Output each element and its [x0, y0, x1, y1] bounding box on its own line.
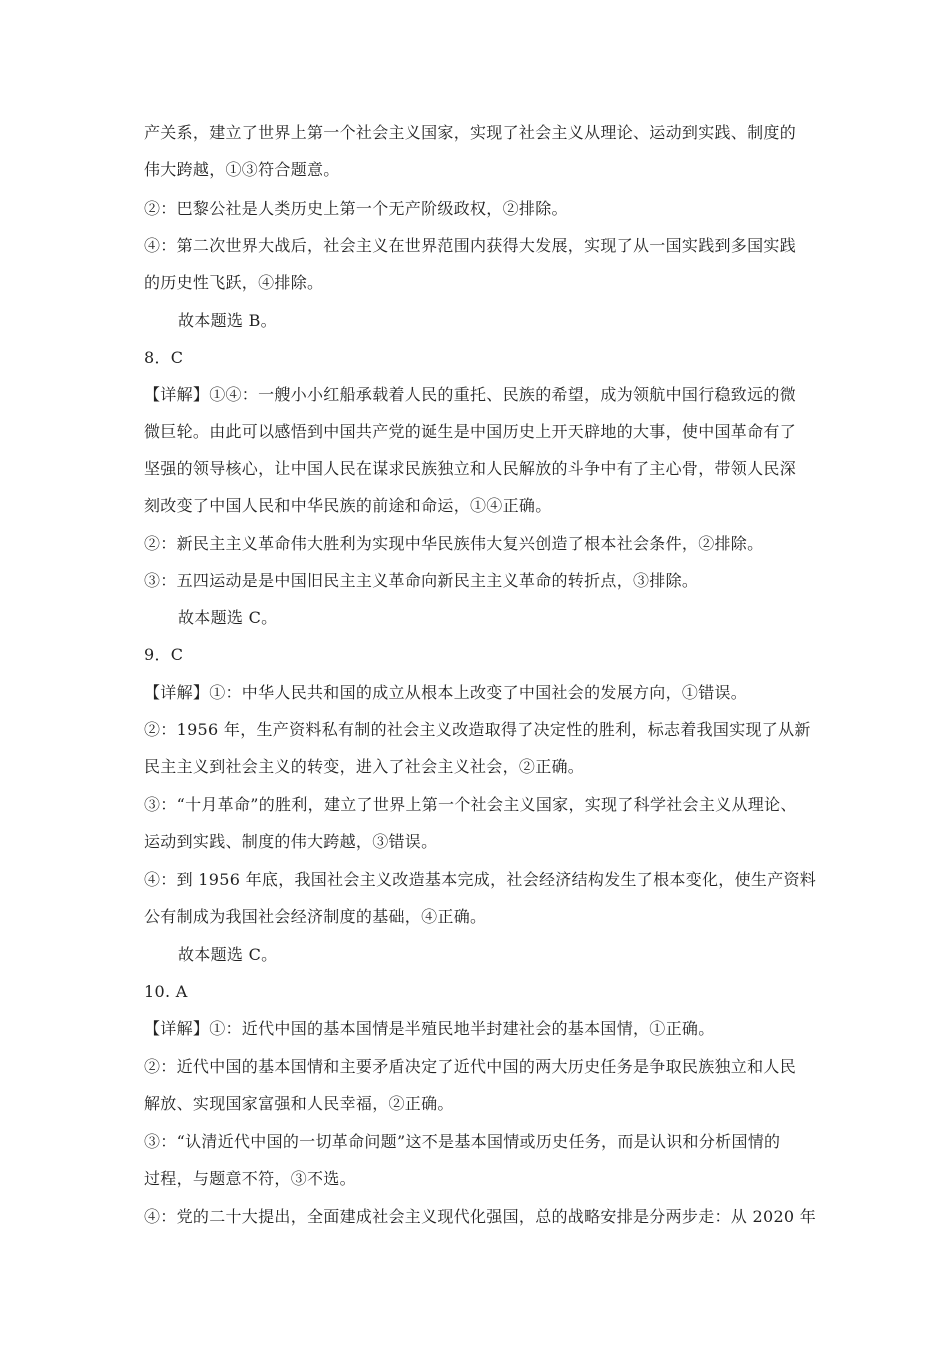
text-line: ②：近代中国的基本国情和主要矛盾决定了近代中国的两大历史任务是争取民族独立和人民: [144, 1057, 797, 1076]
text-line: ②：巴黎公社是人类历史上第一个无产阶级政权，②排除。: [144, 199, 568, 218]
text-line: ②：新民主主义革命伟大胜利为实现中华民族伟大复兴创造了根本社会条件，②排除。: [144, 534, 764, 553]
question-heading: 10. A: [144, 982, 188, 1001]
text-line: 公有制成为我国社会经济制度的基础，④正确。: [144, 907, 487, 926]
text-line: 【详解】①：中华人民共和国的成立从根本上改变了中国社会的发展方向，①错误。: [144, 683, 748, 702]
text-line: 解放、实现国家富强和人民幸福，②正确。: [144, 1094, 454, 1113]
question-heading: 8．C: [144, 348, 184, 367]
text-line: ③：“十月革命”的胜利，建立了世界上第一个社会主义国家，实现了科学社会主义从理论、: [144, 795, 797, 814]
text-line: ④：党的二十大提出，全面建成社会主义现代化强国，总的战略安排是分两步走：从 2020 年: [144, 1207, 817, 1226]
text-line: 刻改变了中国人民和中华民族的前途和命运，①④正确。: [144, 496, 552, 515]
text-line: 坚强的领导核心，让中国人民在谋求民族独立和人民解放的斗争中有了主心骨，带领人民深: [144, 459, 797, 478]
text-line: 【详解】①④：一艘小小红船承载着人民的重托、民族的希望，成为领航中国行稳致远的微: [144, 385, 797, 404]
text-line: 民主主义到社会主义的转变，进入了社会主义社会，②正确。: [144, 757, 585, 776]
text-line: ④：到 1956 年底，我国社会主义改造基本完成，社会经济结构发生了根本变化，使生产资料: [144, 870, 817, 889]
text-line: 伟大跨越，①③符合题意。: [144, 160, 340, 179]
text-line: 的历史性飞跃，④排除。: [144, 273, 324, 292]
question-heading: 9．C: [144, 645, 184, 664]
text-line: ④：第二次世界大战后，社会主义在世界范围内获得大发展，实现了从一国实践到多国实践: [144, 236, 797, 255]
text-line: 过程，与题意不符，③不选。: [144, 1169, 356, 1188]
text-line: 产关系，建立了世界上第一个社会主义国家，实现了社会主义从理论、运动到实践、制度的: [144, 123, 797, 142]
conclusion-line: 故本题选 C。: [178, 608, 278, 627]
conclusion-line: 故本题选 B。: [178, 311, 277, 330]
conclusion-line: 故本题选 C。: [178, 945, 278, 964]
text-line: ③：“认清近代中国的一切革命问题”这不是基本国情或历史任务，而是认识和分析国情的: [144, 1132, 781, 1151]
text-line: ②：1956 年，生产资料私有制的社会主义改造取得了决定性的胜利，标志着我国实现了从新: [144, 720, 811, 739]
text-line: 运动到实践、制度的伟大跨越，③错误。: [144, 832, 438, 851]
text-line: ③：五四运动是是中国旧民主主义革命向新民主主义革命的转折点，③排除。: [144, 571, 699, 590]
text-line: 【详解】①：近代中国的基本国情是半殖民地半封建社会的基本国情，①正确。: [144, 1019, 715, 1038]
text-line: 微巨轮。由此可以感悟到中国共产党的诞生是中国历史上开天辟地的大事，使中国革命有了: [144, 422, 797, 441]
